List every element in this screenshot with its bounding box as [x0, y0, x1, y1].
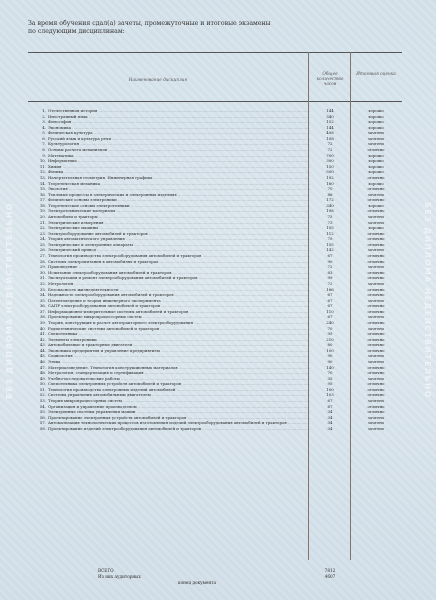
total-value: 7812: [324, 568, 336, 573]
subject-grade: хорошо: [368, 108, 384, 113]
totals-block: [28, 568, 402, 580]
subject-hours: 300: [326, 158, 334, 164]
subject-grade: отлично: [367, 186, 385, 192]
subject-hours: 75: [327, 213, 333, 219]
subject-hours: 73: [327, 219, 333, 225]
row-number: 10.: [39, 158, 46, 164]
row-number: 47.: [39, 364, 46, 370]
subject-hours: 72: [327, 141, 333, 147]
subject-name: Электрический привод .....: [48, 247, 310, 253]
subject-name: Системы электропитания в автомобилях и тракторах .....: [48, 259, 310, 265]
row-number: 15.: [39, 186, 46, 192]
row-number: 49.: [39, 375, 46, 381]
row-number: 11.: [39, 163, 46, 169]
subject-grade: зачтено: [367, 325, 385, 331]
subject-grade: отлично: [367, 230, 385, 236]
subject-grade: зачтено: [367, 141, 385, 147]
row-number: 16.: [39, 191, 46, 197]
subject-hours: 155: [326, 241, 334, 247]
intro-line: За время обучения сдал(а) зачеты, промежуточные и итоговые экзамены: [28, 20, 271, 27]
row-number: 27.: [39, 253, 46, 259]
subject-name: Метрология, стандартизация и сертификация .....: [48, 370, 310, 376]
subject-name: САПР электрооборудования автомобилей и тракторов .....: [48, 303, 310, 309]
subject-grade: зачтено: [367, 264, 385, 270]
subject-hours: 72: [327, 147, 333, 153]
subject-hours: 67: [327, 314, 333, 320]
subject-name: Патентоведение и теория инженерного эксперимента .....: [48, 298, 310, 304]
row-number: 57.: [39, 420, 46, 426]
row-number: 58.: [39, 425, 46, 431]
table-header: [28, 52, 402, 102]
subject-name: Проектирование электронных устройств автомобилей и тракторов .....: [48, 415, 310, 421]
subject-hours: 103: [326, 392, 334, 398]
end-of-document: конец документа: [178, 580, 216, 585]
subject-grade: зачтено: [367, 359, 385, 365]
subject-hours: 70: [327, 325, 333, 331]
subject-grade: отлично: [367, 342, 385, 348]
subject-name: Экономика .....: [48, 125, 310, 131]
subject-name: Электронные системы управления машин .....: [48, 409, 310, 415]
subject-hours: 72: [327, 264, 333, 270]
subject-grade: зачтено: [367, 130, 385, 136]
subject-hours: 90: [327, 258, 333, 264]
subject-hours: 100: [326, 347, 334, 353]
subject-name: Теория микропроцессорных систем .....: [48, 398, 310, 404]
subject-hours: 35: [327, 375, 333, 381]
subject-hours: 210: [326, 336, 334, 342]
subject-name: Этика .....: [48, 359, 310, 365]
left-side-strip: [0, 0, 18, 600]
subject-grade: отлично: [367, 286, 385, 292]
subject-grade: отлично: [367, 403, 385, 409]
subject-hours: 700: [326, 152, 334, 158]
right-side-strip: [418, 0, 436, 600]
subject-grade: отлично: [367, 241, 385, 247]
subject-grade: отлично: [367, 347, 385, 353]
subject-name: Автоматизация технологических процессов изготовления изделий электрооборудования автомобилей и тракторов .....: [48, 420, 310, 426]
row-number: 44.: [39, 347, 46, 353]
subject-name: Учебно-исследовательские работы .....: [48, 376, 310, 382]
subject-grade: зачтено: [367, 219, 385, 225]
subject-hours: 70: [327, 370, 333, 376]
subject-grade: отлично: [367, 392, 385, 398]
row-number: 2.: [42, 113, 46, 119]
subject-hours: 99: [327, 275, 333, 281]
intro-text: [28, 20, 402, 36]
subject-hours: 144: [326, 108, 334, 113]
subject-hours: 240: [326, 319, 334, 325]
subject-grade: зачтено: [367, 414, 385, 420]
row-number: 23.: [39, 230, 46, 236]
row-number: 40.: [39, 325, 46, 331]
subject-hours: 86: [327, 191, 333, 197]
subject-hours: 67: [327, 253, 333, 259]
row-number: 36.: [39, 303, 46, 309]
row-number: 34.: [39, 292, 46, 298]
row-number: 9.: [42, 152, 46, 158]
subject-hours: 67: [327, 403, 333, 409]
table-row: [28, 426, 402, 432]
subject-grade: зачтено: [367, 420, 385, 426]
subject-hours: 70: [327, 186, 333, 192]
subject-grade: отлично: [367, 253, 385, 259]
subject-grade: отлично: [367, 275, 385, 281]
row-number: 17.: [39, 197, 46, 203]
row-number: 52.: [39, 392, 46, 398]
subject-hours: 180: [326, 180, 334, 186]
row-number: 20.: [39, 213, 46, 219]
subject-name: Автомобильные и тракторные двигатели .....: [48, 342, 310, 348]
subject-name: Схемотехника электронных устройств автомобилей и тракторов .....: [48, 381, 310, 387]
row-number: 42.: [39, 336, 46, 342]
row-number: 46.: [39, 359, 46, 365]
subject-grade: отлично: [367, 308, 385, 314]
row-number: 21.: [39, 219, 46, 225]
subject-grade: отлично: [367, 331, 385, 337]
row-number: 22.: [39, 225, 46, 231]
subject-name: Физические основы электроники .....: [48, 197, 310, 203]
subject-name: Теория автоматического управления .....: [48, 236, 310, 242]
row-number: 54.: [39, 403, 46, 409]
subject-grade: отлично: [367, 336, 385, 342]
row-number: 26.: [39, 247, 46, 253]
row-number: 18.: [39, 202, 46, 208]
row-number: 24.: [39, 236, 46, 242]
row-number: 30.: [39, 269, 46, 275]
subject-hours: 340: [326, 113, 334, 119]
row-number: 56.: [39, 414, 46, 420]
subject-hours: 340: [326, 202, 334, 208]
row-number: 5.: [42, 130, 46, 136]
subject-name: Экология .....: [48, 186, 310, 192]
subject-grade: отлично: [367, 370, 385, 376]
row-number: 19.: [39, 208, 46, 214]
subject-name: Электрические измерения .....: [48, 220, 310, 226]
subject-grade: отлично: [367, 364, 385, 370]
subject-name: Радиотехнические системы автомобилей и тракторов .....: [48, 326, 310, 332]
row-number: 12.: [39, 169, 46, 175]
subject-hours: 408: [326, 130, 334, 136]
row-number: 48.: [39, 370, 46, 376]
total-label: Из них аудиторных: [98, 574, 141, 579]
subject-hours: 95: [327, 331, 333, 337]
subject-name: Социология .....: [48, 353, 310, 359]
subject-hours: 34: [327, 414, 333, 420]
subject-grade: хорошо: [368, 124, 384, 130]
subject-grade: хорошо: [368, 119, 384, 125]
subject-hours: 152: [326, 119, 334, 125]
subject-hours: 144: [326, 124, 334, 130]
row-number: 13.: [39, 174, 46, 180]
subject-grade: хорошо: [368, 180, 384, 186]
subject-name: Философия .....: [48, 119, 310, 125]
subject-name: Электрооборудование автомобилей и тракторов .....: [48, 231, 310, 237]
subject-name: Электрические машины .....: [48, 225, 310, 231]
column-header-grade: Итоговая оценка: [356, 71, 396, 76]
subject-grade: хорошо: [368, 169, 384, 175]
row-number: 32.: [39, 280, 46, 286]
row-number: 25.: [39, 241, 46, 247]
intro-line: по следующим дисциплинам:: [28, 28, 125, 35]
subject-name: Математика .....: [48, 153, 310, 159]
row-number: 50.: [39, 381, 46, 387]
subject-name: Технология производства электронных изделий автомобилей .....: [48, 387, 310, 393]
column-header-name: Наименование дисциплин: [128, 77, 188, 82]
subject-name: Эксплуатация и ремонт электрооборудования автомобилей и тракторов .....: [48, 275, 310, 281]
row-number: 14.: [39, 180, 46, 186]
subject-name: Отечественная история .....: [48, 108, 310, 114]
subject-hours: 90: [327, 353, 333, 359]
subject-hours: 100: [326, 386, 334, 392]
subject-name: Теоретическая механика .....: [48, 181, 310, 187]
subject-grade: отлично: [367, 208, 385, 214]
subject-hours: 192: [326, 174, 334, 180]
row-number: 29.: [39, 264, 46, 270]
subject-name: Химия .....: [48, 164, 310, 170]
subject-grade: отлично: [367, 197, 385, 203]
subject-hours: 95: [327, 381, 333, 387]
subject-grade: хорошо: [368, 113, 384, 119]
subject-name: Электротехнические материалы .....: [48, 208, 310, 214]
subject-name: Испытание электрооборудования автомобилей и тракторов .....: [48, 270, 310, 276]
subject-grade: зачтено: [367, 135, 385, 141]
subject-hours: 198: [326, 208, 334, 214]
subject-grade: отлично: [367, 381, 385, 387]
row-number: 53.: [39, 398, 46, 404]
row-number: 7.: [42, 141, 46, 147]
subject-hours: 142: [326, 247, 334, 253]
subject-name: Теоретические основы электротехники .....: [48, 203, 310, 209]
subject-grade: отлично: [367, 319, 385, 325]
subject-grade: хорошо: [368, 158, 384, 164]
subject-grade: зачтено: [367, 213, 385, 219]
subject-hours: 34: [327, 409, 333, 415]
subject-name: Правоведение .....: [48, 264, 310, 270]
subject-grade: зачтено: [367, 247, 385, 253]
subject-name: Материаловедение. Технология конструкционных материалов .....: [48, 365, 310, 371]
subject-name: Тепловые процессы в электрических и электронных изделиях .....: [48, 192, 310, 198]
row-number: 28.: [39, 258, 46, 264]
subject-name: Физика .....: [48, 169, 310, 175]
subject-name: Электрические и электронные аппараты .....: [48, 242, 310, 248]
total-label: ВСЕГО: [98, 568, 114, 573]
row-number: 3.: [42, 119, 46, 125]
row-number: 1.: [42, 108, 46, 113]
subject-hours: 172: [326, 197, 334, 203]
subject-hours: 67: [327, 398, 333, 404]
subject-grade: зачтено: [367, 191, 385, 197]
row-number: 4.: [42, 124, 46, 130]
column-header-hours: Общее количество часов: [316, 71, 344, 86]
subject-grade: зачтено: [367, 280, 385, 286]
row-number: 31.: [39, 275, 46, 281]
row-number: 41.: [39, 331, 46, 337]
row-number: 38.: [39, 314, 46, 320]
row-number: 6.: [42, 135, 46, 141]
subject-hours: 140: [326, 364, 334, 370]
subject-name: Проектирование изделий электрооборудования автомобилей и тракторов .....: [48, 426, 310, 432]
subject-grade: отлично: [367, 258, 385, 264]
subject-hours: 112: [326, 230, 334, 236]
row-number: 33.: [39, 286, 46, 292]
subject-hours: 34: [327, 425, 333, 431]
subject-name: Русский язык и культура речи .....: [48, 136, 310, 142]
subject-hours: 75: [327, 236, 333, 242]
subject-hours: 110: [326, 308, 334, 314]
total-value: 4607: [324, 574, 336, 579]
subject-hours: 500: [326, 169, 334, 175]
subject-hours: 90: [327, 359, 333, 365]
subject-name: Основы расчета механизмов .....: [48, 147, 310, 153]
subject-grade: зачтено: [367, 314, 385, 320]
subject-hours: 67: [327, 292, 333, 298]
subject-name: Схемотехника .....: [48, 331, 310, 337]
subject-grade: зачтено: [367, 398, 385, 404]
subject-grade: отлично: [367, 269, 385, 275]
subject-name: Культурология .....: [48, 141, 310, 147]
subject-name: Надежность электрооборудования автомобилей и тракторов .....: [48, 292, 310, 298]
row-number: 45.: [39, 353, 46, 359]
subject-hours: 67: [327, 297, 333, 303]
subject-hours: 166: [326, 286, 334, 292]
subject-name: Автомобили и тракторы .....: [48, 214, 310, 220]
row-number: 51.: [39, 386, 46, 392]
subject-name: Информатика .....: [48, 158, 310, 164]
subject-name: Начертательная геометрия. Инженерная графика .....: [48, 175, 310, 181]
subject-hours: 155: [326, 225, 334, 231]
subject-hours: 34: [327, 420, 333, 426]
subject-grade: отлично: [367, 303, 385, 309]
side-caption-right: БЕЗ ДИПЛОМА НЕДЕЙСТВИТЕЛЬНО: [422, 201, 432, 399]
subject-grade: хорошо: [368, 202, 384, 208]
subject-name: Элементы электроники .....: [48, 337, 310, 343]
subject-grade: зачтено: [367, 353, 385, 359]
subject-grade: отлично: [367, 236, 385, 242]
subject-name: Физическая культура .....: [48, 130, 310, 136]
subject-grade: хорошо: [368, 163, 384, 169]
subject-grade: хорошо: [368, 152, 384, 158]
subjects-table: [28, 108, 402, 432]
subject-grade: отлично: [367, 292, 385, 298]
subject-name: Безопасность жизнедеятельности .....: [48, 287, 310, 293]
subject-grade: отлично: [367, 409, 385, 415]
subject-name: Системы управления автомобильным двигателем .....: [48, 392, 310, 398]
subject-grade: отлично: [367, 386, 385, 392]
row-number: 43.: [39, 342, 46, 348]
subject-hours: 67: [327, 303, 333, 309]
subject-grade: зачтено: [367, 297, 385, 303]
subject-grade: отлично: [367, 174, 385, 180]
transcript: [28, 20, 402, 585]
subject-name: Теория, конструкция и расчет автотракторного электрооборудования .....: [48, 320, 310, 326]
subject-grade: отлично: [367, 147, 385, 153]
subject-grade: зачтено: [367, 375, 385, 381]
subject-hours: 83: [327, 269, 333, 275]
row-number: 35.: [39, 297, 46, 303]
subject-name: Проектирование микропроцессорных систем .....: [48, 314, 310, 320]
subject-name: Организация и управление производством .....: [48, 404, 310, 410]
subject-name: Экономика предприятия и управление предприятием .....: [48, 348, 310, 354]
subject-hours: 80: [327, 342, 333, 348]
row-number: 55.: [39, 409, 46, 415]
subject-hours: 108: [326, 135, 334, 141]
row-number: 39.: [39, 319, 46, 325]
subject-name: Метрология .....: [48, 281, 310, 287]
subject-grade: хорошо: [368, 225, 384, 231]
subject-name: Иностранный язык .....: [48, 114, 310, 120]
subject-grade: зачтено: [367, 425, 385, 431]
subject-name: Информационно-измерительные системы автомобилей и тракторов .....: [48, 309, 310, 315]
row-number: 37.: [39, 308, 46, 314]
subject-hours: 150: [326, 163, 334, 169]
subject-hours: 72: [327, 280, 333, 286]
row-number: 8.: [42, 147, 46, 153]
side-caption-left: БЕЗ ДИПЛОМА НЕДЕЙСТВИТЕЛЬНО: [4, 201, 14, 399]
subject-name: Технология производства электрооборудования автомобилей и тракторов .....: [48, 253, 310, 259]
